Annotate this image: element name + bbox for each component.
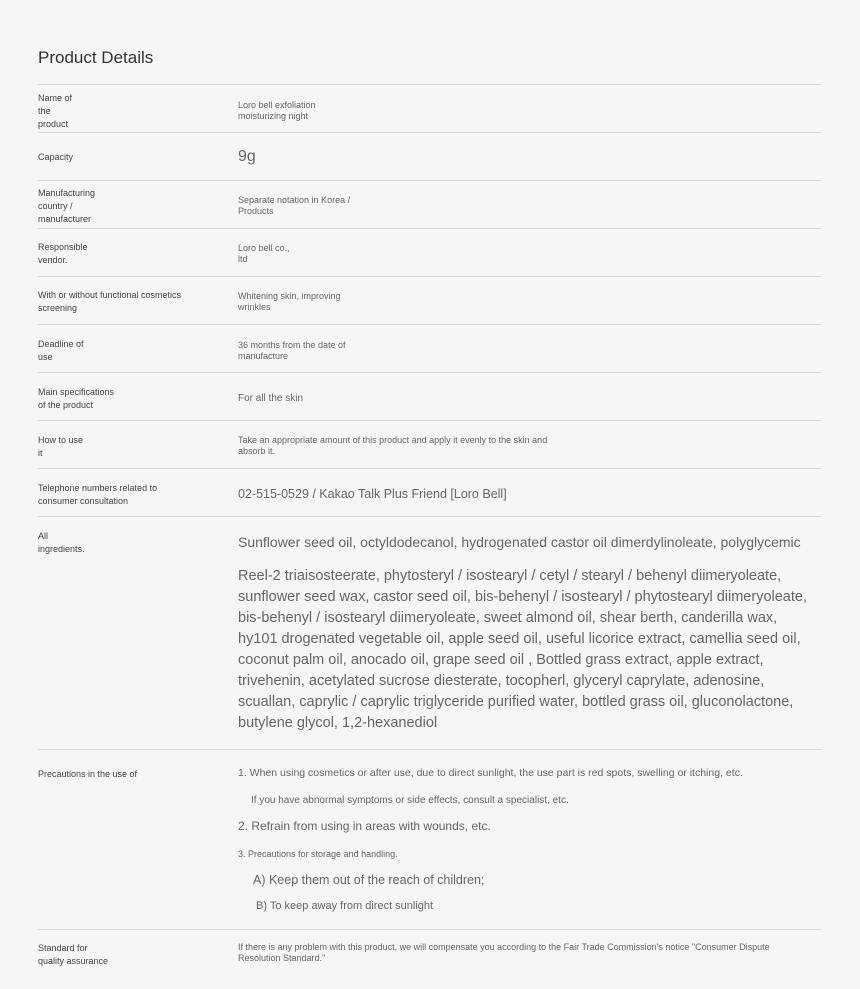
label-how-to-use: How to use it: [38, 435, 84, 458]
row-functional-screening: [38, 276, 821, 324]
value-product-name: Loro bell exfoliation moisturizing night: [238, 100, 316, 121]
label-consultation-phone: Telephone numbers related to consumer consultation: [38, 483, 158, 506]
row-ingredients: [38, 516, 821, 749]
row-consultation-phone: [38, 468, 821, 516]
precaution-item-3: 3. Precautions for storage and handling.: [238, 849, 398, 859]
label-quality-assurance: Standard for quality assurance: [38, 943, 109, 966]
precaution-item-1-note: If you have abnormal symptoms or side effects, consult a specialist, etc.: [251, 795, 569, 806]
row-vendor: [38, 228, 821, 276]
label-manufacturer: Manufacturing country / manufacturer: [38, 188, 96, 224]
page-title: Product Details: [38, 48, 154, 67]
value-consultation-phone: 02-515-0529 / Kakao Talk Plus Friend [Loro Bell]: [238, 487, 507, 501]
row-precautions: [38, 749, 821, 929]
label-deadline: Deadline of use: [38, 339, 84, 362]
value-main-specifications: For all the skin: [238, 393, 304, 404]
row-how-to-use: [38, 420, 821, 468]
ingredients-list: Reel-2 triaisosteerate, phytosteryl / isostearyl / cetyl / stearyl / behenyl diimeryoleate, sunflower seed wax, castor seed oil, bis-behenyl / isostearyl / phytostearyl diimeryoleate, bis-behenyl / isostearyl diimeryoleate, sweet almond oil, shear berth, canderilla wax, hy101 drogenated vegetable oil, apple seed oil, useful licorice extract, camellia seed oil, coconut palm oil, anocado oil, grape seed oil , Bottled grass extract, apple extract, trivehenin, acetylated sucrose diesterate, tocopherl, glyceryl caprylate, adenosine, scuallan, caprylic / caprylic triglyceride purified water, bottled grass oil, gluconolactone, butylene glycol, 1,2-hexanediol: [238, 568, 807, 731]
precaution-item-1: 1. When using cosmetics or after use, due to direct sunlight, the use part is red spots, swelling or itching, etc.: [238, 767, 743, 779]
label-capacity: Capacity: [38, 152, 74, 162]
value-manufacturer: Separate notation in Korea / Products: [238, 195, 351, 216]
label-vendor: Responsible vendor.: [38, 242, 88, 265]
precaution-item-3b: B) To keep away from direct sunlight: [256, 900, 434, 912]
label-ingredients: All ingredients.: [38, 531, 85, 554]
value-how-to-use: Take an appropriate amount of this product and apply it evenly to the skin and absorb it.: [238, 435, 548, 456]
label-main-specifications: Main specifications of the product: [38, 387, 115, 410]
ingredients-first-line: Sunflower seed oil, octyldodecanol, hydrogenated castor oil dimerdylinoleate, polyglycemic: [238, 534, 801, 550]
label-product-name: Name of the product: [38, 93, 73, 129]
row-quality-assurance: [38, 929, 821, 989]
value-functional-screening: Whitening skin, improving wrinkles: [238, 291, 341, 312]
row-product-name: [38, 84, 821, 132]
precaution-item-3a: A) Keep them out of the reach of children;: [253, 873, 485, 887]
precaution-item-2: 2. Refrain from using in areas with wounds, etc.: [238, 819, 491, 833]
row-deadline: [38, 324, 821, 372]
label-functional-screening: With or without functional cosmetics screening: [38, 290, 182, 313]
label-precautions: Precautions in the use of: [38, 769, 138, 779]
value-deadline: 36 months from the date of manufacture: [238, 340, 346, 361]
row-manufacturer: [38, 180, 821, 228]
value-capacity: 9g: [238, 148, 256, 165]
row-main-specifications: [38, 372, 821, 420]
details-table: [38, 84, 821, 989]
value-quality-assurance: If there is any problem with this product, we will compensate you according to the Fair Trade Commission's notice "Consumer Dispute Resolution Standard.": [238, 942, 770, 963]
row-capacity: [38, 132, 821, 180]
value-vendor: Loro bell co., ltd: [238, 243, 290, 264]
